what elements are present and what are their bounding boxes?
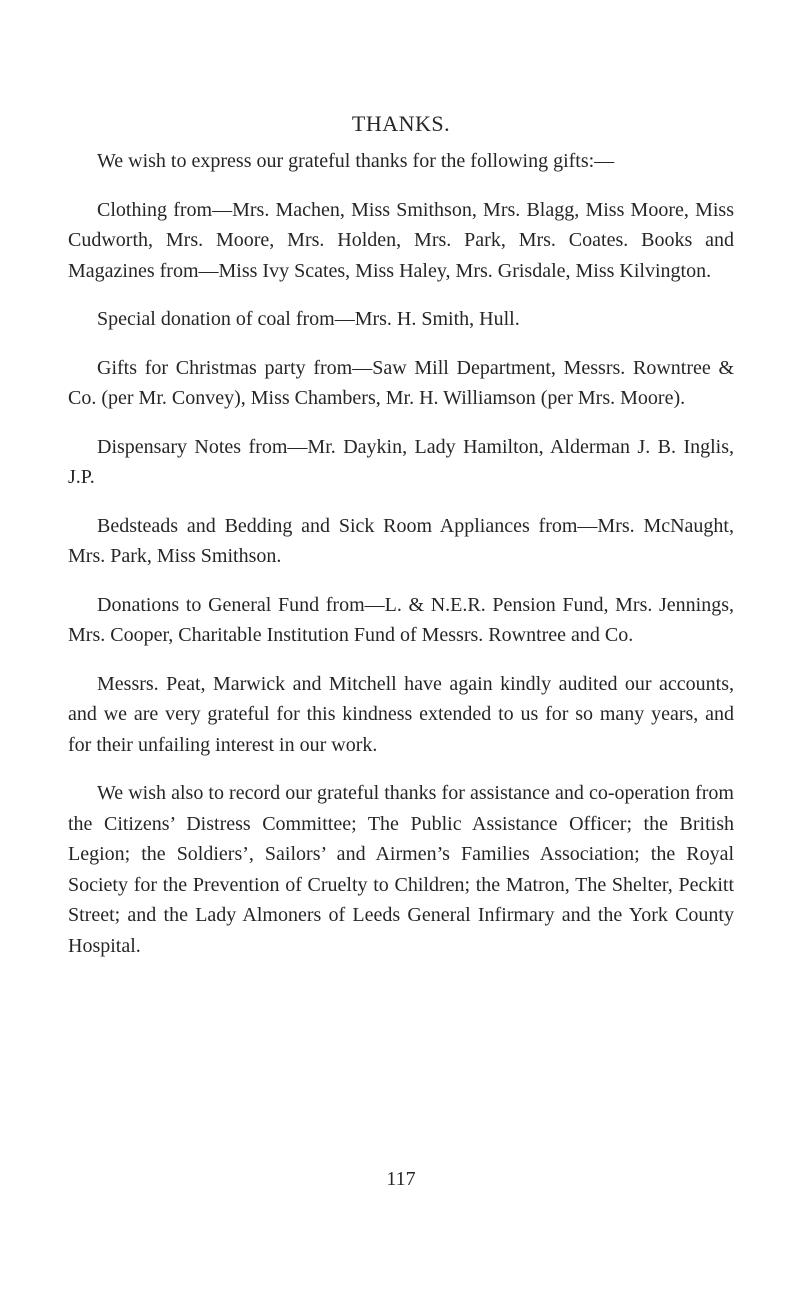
paragraph-cooperation: We wish also to record our grateful thanks for assistance and co-operation from the Citizens’ Distress Committee; The Public Assistance Officer; the British Legion; the Soldiers’, Sailors’ and Airmen’s Families Association; the Royal Society for the Prevention of Cruelty to Children; the Matron, The Shelter, Peckitt Street; and the Lady Almoners of Leeds General Infirmary and the York County Hospital. (68, 782, 734, 957)
page-title: THANKS. (351, 111, 451, 136)
paragraph-auditors: Messrs. Peat, Marwick and Mitchell have again kindly audited our accounts, and we are very grateful for this kindness extended to us for so many years, and for their unfailing interest in our work. (68, 672, 734, 756)
paragraph-dispensary-notes: Dispensary Notes from—Mr. Daykin, Lady Hamilton, Alderman J. B. Inglis, J.P. (68, 435, 734, 488)
paragraph-coal-donation: Special donation of coal from—Mrs. H. Smith, Hull. (97, 308, 520, 330)
page-number: 117 (386, 1168, 416, 1190)
paragraph-general-fund: Donations to General Fund from—L. & N.E.R. Pension Fund, Mrs. Jennings, Mrs. Cooper, Charitable Institution Fund of Messrs. Rowntree and Co. (68, 593, 734, 646)
body-text (68, 146, 734, 979)
paragraph-christmas-gifts: Gifts for Christmas party from—Saw Mill Department, Messrs. Rowntree & Co. (per Mr. Convey), Miss Chambers, Mr. H. Williamson (per Mrs. Moore). (68, 356, 734, 409)
paragraph-bedsteads: Bedsteads and Bedding and Sick Room Appliances from—Mrs. McNaught, Mrs. Park, Miss Smithson. (68, 514, 734, 567)
paragraph-clothing-books: Clothing from—Mrs. Machen, Miss Smithson, Mrs. Blagg, Miss Moore, Miss Cudworth, Mrs. Moore, Mrs. Holden, Mrs. Park, Mrs. Coates. Books and Magazines from—Miss Ivy Scates, Miss Haley, Mrs. Grisdale, Miss Kilvington. (68, 198, 734, 282)
paragraph-intro: We wish to express our grateful thanks for the following gifts:— (97, 150, 615, 172)
